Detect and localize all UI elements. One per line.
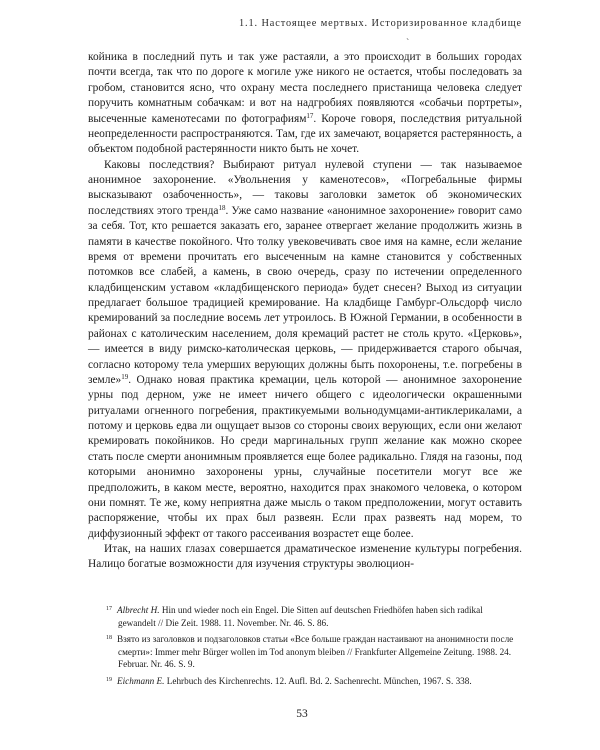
paragraph-text: . Короче говоря, последствия ритуальной неопределенности распространяются. Там, где их замечают, воцаряется растерянность, а объектом подобной растерянности никто быть не хочет. [88, 112, 522, 156]
body-text [88, 50, 522, 573]
footnote [106, 633, 522, 671]
footnote [106, 675, 522, 688]
paragraph [88, 50, 522, 158]
page-number: 53 [296, 708, 308, 720]
paragraph-text: Итак, на наших глазах совершается драматическое изменение культуры погребения. Налицо богатые возможности для изучения структуры эволюцион- [88, 543, 522, 571]
paragraph-text: Каковы последствия? Выбирают ритуал нулевой ступени — так называемое анонимное захоронение. «Увольнения у каменотесов», «Погребальные фирмы высказывают озабоченность», — таковы заголовки заметок об экономических последствиях этого тренда [88, 158, 522, 217]
footnote-text: Hin und wieder noch ein Engel. Die Sitten auf deutschen Friedhöfen haben sich radikal gewandelt // Die Zeit. 1988. 11. November. Nr. 46. S. 86. [118, 605, 483, 628]
footnote-ref[interactable]: 17 [306, 111, 314, 120]
footnote-ref[interactable]: 19 [121, 372, 129, 381]
paragraph-text: . Однако новая практика кремации, цель которой — анонимное захоронение урны под дерном, уже не имеет ничего общего с идеологически окрашенными ритуалами огненного погребения, практикуемыми вольнодумцами-антиклерикалами, а потому и церковь едва ли ощущает вызов со стороны своих верующих, если они желают кремировать покойников. Но среди маргинальных групп желание как можно скорее стать после смерти анонимным проявляется еще более радикально. Глядя на газоны, под которыми анонимно захоронены урны, случайные посетители могут все же предположить, в каком месте, вероятно, находится прах знакомого человека, о котором они помнят. Те же, кому неприятна даже мысль о таком предположении, могут оставить распоряжение, чтобы их прах был развеян. Если прах развеять над морем, то диффузионный эффект от такого рассеивания возрастет еще более. [88, 373, 522, 540]
header-mark: ` [406, 38, 410, 49]
footnote-author: Albrecht H. [117, 605, 160, 615]
footnote-author: Eichmann E. [117, 675, 165, 686]
paragraph-text: . Уже само название «анонимное захоронение» говорит само за себя. Тот, кто решается заказать его, заранее отвергает желание продолжить жизнь в памяти в качестве покойного. Что толку увековечивать свое имя на камне, если желание время от времени прочитать его высеченным на камне становится у собственных потомков все слабей, а камень, в свою очередь, сразу по истечении определенного кладбищенским уставом «кладбищенского периода» будет снесен? Выход из ситуации предлагает большое традицией кремирование. На кладбище Гамбург-Ольсдорф число кремирований за последние восемь лет утроилось. В Южной Германии, в особенности в районах с католическим населением, доля кремаций растет не столь круто. «Церковь», — имеется в виду римско-католическая церковь, — придерживается старого обычая, согласно которому тела умерших верующих должны быть похоронены, т.е. погребены в земле» [88, 204, 522, 386]
footnote [106, 604, 522, 629]
footnote-text: Взято из заголовков и подзаголовков статьи «Все больше граждан настаивают на анонимности после смерти»: Immer mehr Bürger wollen im Tod anonym bleiben // Frankfurter Allgemeine Zeitung. 1988. 24. Februar. Nr. 46. S. 9. [117, 634, 514, 670]
footnote-text: Lehrbuch des Kirchenrechts. 12. Aufl. Bd. 2. Sachenrecht. München, 1967. S. 338. [164, 675, 472, 686]
footnotes [106, 604, 522, 692]
footnote-number: 17 [106, 606, 112, 612]
running-header: 1.1. Настоящее мертвых. Историзированное кладбище [238, 18, 522, 29]
footnote-ref[interactable]: 18 [218, 203, 226, 212]
footnote-number: 18 [106, 635, 112, 642]
footnote-number: 19 [106, 676, 112, 683]
paragraph [88, 158, 522, 542]
paragraph [88, 542, 522, 573]
paragraph-text: койника в последний путь и так уже растаяли, а это происходит в больших городах почти всегда, так что по дороге к могиле уже никого не остается, чтобы последовать за гробом, становится ясно, что охрану места последнего пристанища человека следует поручить комнатным собачкам: и вот на надгробиях появляются «собачьи портреты», высеченные каменотесами по фотографиям [88, 51, 522, 125]
